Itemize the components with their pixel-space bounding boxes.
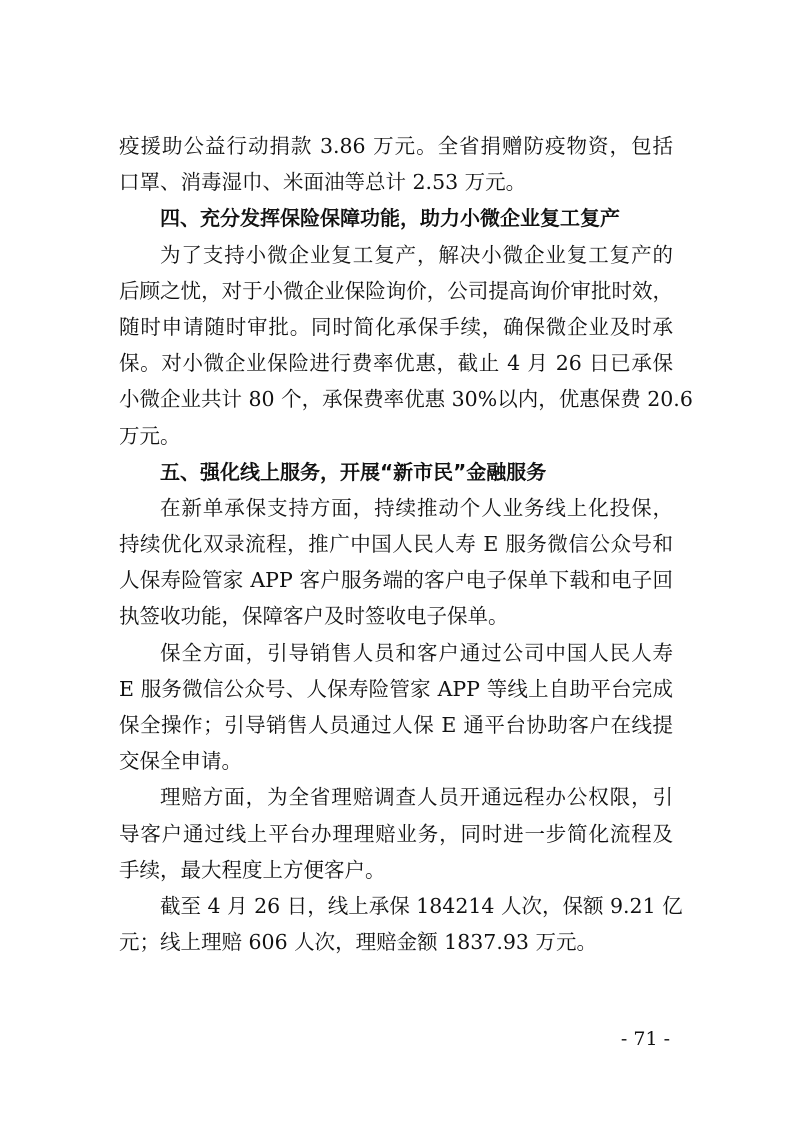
text-line: E 服务微信公众号、人保寿险管家 APP 等线上自助平台完成 — [119, 676, 673, 701]
text-line: 后顾之忧，对于小微企业保险询价，公司提高询价审批时效， — [119, 278, 673, 303]
text-line: 在新单承保支持方面，持续推动个人业务线上化投保， — [160, 495, 673, 520]
paragraph-small-business — [119, 237, 693, 454]
paragraph-claims — [119, 779, 673, 888]
section-heading-4: 四、充分发挥保险保障功能，助力小微企业复工复产 — [160, 206, 620, 231]
text-line: 小微企业共计 80 个，承保费率优惠 30%以内，优惠保费 20.6 — [119, 387, 693, 412]
text-line: 人保寿险管家 APP 客户服务端的客户电子保单下载和电子回 — [119, 568, 673, 593]
text-line: 手续，最大程度上方便客户。 — [119, 857, 386, 882]
text-line: 随时申请随时审批。同时简化承保手续，确保微企业及时承 — [119, 314, 673, 339]
text-line: 保。对小微企业保险进行费率优惠，截止 4 月 26 日已承保 — [119, 351, 673, 376]
text-line: 万元。 — [119, 423, 181, 448]
text-line: 交保全申请。 — [119, 749, 242, 774]
text-line: 元；线上理赔 606 人次，理赔金额 1837.93 万元。 — [119, 930, 597, 955]
paragraph-online-stats — [119, 888, 683, 960]
paragraph-donations — [119, 128, 673, 200]
text-line: 理赔方面，为全省理赔调查人员开通远程办公权限，引 — [160, 785, 673, 810]
page-number: - 71 - — [620, 1028, 670, 1050]
text-line: 持续优化双录流程，推广中国人民人寿 E 服务微信公众号和 — [119, 532, 673, 557]
paragraph-new-policy — [119, 490, 673, 635]
paragraph-preservation — [119, 635, 673, 780]
text-line: 保全操作；引导销售人员通过人保 E 通平台协助客户在线提 — [119, 713, 673, 737]
text-line: 疫援助公益行动捐款 3.86 万元。全省捐赠防疫物资，包括 — [119, 134, 673, 158]
text-line: 导客户通过线上平台办理理赔业务，同时进一步简化流程及 — [119, 821, 673, 846]
text-line: 口罩、消毒湿巾、米面油等总计 2.53 万元。 — [119, 170, 527, 195]
text-line: 保全方面，引导销售人员和客户通过公司中国人民人寿 — [160, 640, 673, 665]
document-body — [119, 128, 693, 960]
text-line: 为了支持小微企业复工复产，解决小微企业复工复产的 — [160, 242, 673, 267]
section-heading-5: 五、强化线上服务，开展“新市民”金融服务 — [160, 459, 547, 484]
text-line: 执签收功能，保障客户及时签收电子保单。 — [119, 604, 509, 629]
text-line: 截至 4 月 26 日，线上承保 184214 人次，保额 9.21 亿 — [160, 893, 683, 918]
